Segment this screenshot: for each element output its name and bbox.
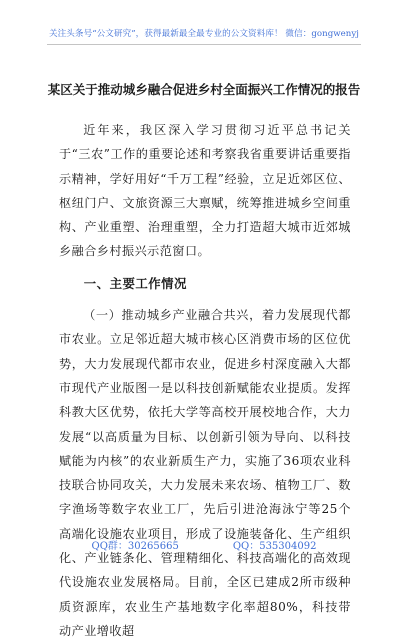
footer-qq: QQ：535304092	[232, 541, 317, 552]
document-body	[59, 118, 351, 643]
intro-paragraph: 近年来，我区深入学习贯彻习近平总书记关于“三农”工作的重要论述和考察我省重要讲话重要指示精神，学好用好“千万工程”经验，立足近郊区位、枢纽门户、文旅资源三大禀赋，统筹推进城乡空间重构、产业重塑、治理重塑，全力打造超大城市近郊城乡融合乡村振兴示范窗口。	[59, 123, 351, 259]
footer-contact	[0, 537, 408, 552]
header-divider	[47, 44, 361, 45]
section-paragraph: （一）推动城乡产业融合共兴，着力发展现代都市农业。立足邻近超大城市核心区消费市场的区位优势，大力发展现代都市农业，促进乡村深度融入大都市现代产业版图一是以科技创新赋能农业提质。发挥科教大区优势，依托大学等高校开展校地合作，大力发展“以高质量为目标、以创新引领为导向、以科技赋能为内核”的农业新质生产力，实施了36项农业科技联合协同攻关，大力发展未来农场、植物工厂、数字渔场等数字农业工厂，先后引进沧海泳宁等25个高端化设施农业项目，形成了设施装备化、生产组织化、产业链条化、管理精细化、科技高端化的高效现代设施农业发展格局。目前，全区已建成2所市级种质资源库，农业生产基地数字化率超80%，科技带动产业增收超	[59, 308, 351, 638]
header-banner: 关注头条号“公文研究”，获得最新最全最专业的公文资料库！ 微信：gongwenyj	[49, 29, 359, 39]
document-title: 某区关于推动城乡融合促进乡村全面振兴工作情况的报告	[47, 82, 361, 97]
section-heading: 一、主要工作情况	[83, 275, 187, 291]
footer-qq-group: QQ群：30265665	[91, 541, 179, 552]
